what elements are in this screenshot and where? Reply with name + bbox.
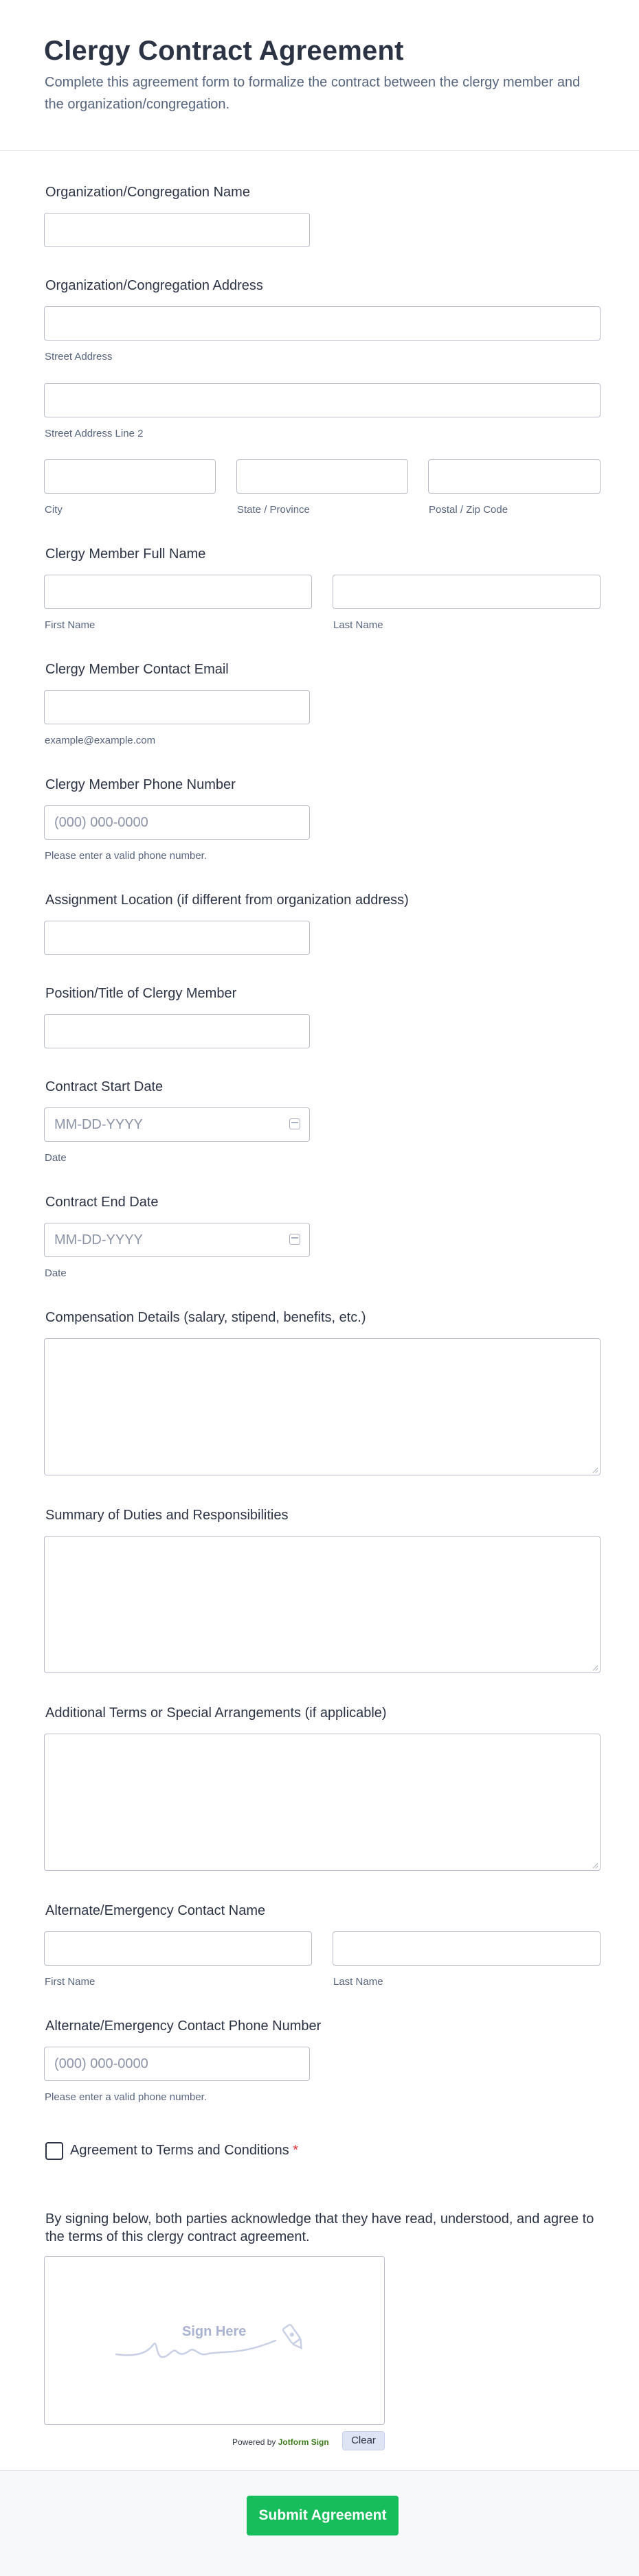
street-address-sublabel: Street Address xyxy=(45,351,113,363)
assignment-location-label: Assignment Location (if different from organization address) xyxy=(45,893,409,908)
city-input[interactable] xyxy=(44,459,216,494)
street-address-line2-input[interactable] xyxy=(44,383,601,417)
zip-sublabel: Postal / Zip Code xyxy=(429,504,508,516)
form-header xyxy=(0,0,639,151)
emergency-phone-sublabel: Please enter a valid phone number. xyxy=(45,2091,207,2103)
end-date-label: Contract End Date xyxy=(45,1195,159,1210)
start-date-sublabel: Date xyxy=(45,1152,67,1164)
position-title-label: Position/Title of Clergy Member xyxy=(45,986,237,1001)
required-mark: * xyxy=(293,2143,299,2158)
zip-input[interactable] xyxy=(428,459,601,494)
resize-grip-icon[interactable] xyxy=(592,1664,598,1671)
emergency-first-name-input[interactable] xyxy=(44,1931,312,1966)
start-date-input[interactable] xyxy=(44,1107,310,1142)
clergy-last-name-sublabel: Last Name xyxy=(333,619,383,631)
assignment-location-input[interactable] xyxy=(44,921,310,955)
state-input[interactable] xyxy=(236,459,408,494)
clergy-phone-input[interactable] xyxy=(44,805,310,840)
end-date-input[interactable] xyxy=(44,1223,310,1257)
signature-placeholder: Sign Here xyxy=(182,2324,247,2339)
terms-checkbox[interactable] xyxy=(45,2142,63,2160)
additional-terms-textarea[interactable] xyxy=(44,1734,601,1871)
org-name-label: Organization/Congregation Name xyxy=(45,185,250,200)
form-description: Complete this agreement form to formalize the contract between the clergy member and the organization/congregation. xyxy=(45,75,581,112)
city-sublabel: City xyxy=(45,504,63,516)
powered-by-prefix: Powered by xyxy=(232,2437,276,2447)
compensation-field xyxy=(44,1338,601,1475)
clergy-email-input[interactable] xyxy=(44,690,310,724)
additional-terms-field xyxy=(44,1734,601,1871)
terms-label[interactable] xyxy=(70,2143,298,2159)
position-title-input[interactable] xyxy=(44,1014,310,1048)
org-name-input[interactable] xyxy=(44,213,310,247)
clergy-last-name-input[interactable] xyxy=(333,575,601,609)
duties-textarea[interactable] xyxy=(44,1536,601,1673)
emergency-phone-input[interactable] xyxy=(44,2047,310,2081)
signature-label: By signing below, both parties acknowledge that they have read, understood, and agree to the terms of this clergy contract agreement. xyxy=(45,2211,594,2244)
duties-field xyxy=(44,1536,601,1673)
signature-pad[interactable] xyxy=(44,2256,385,2425)
submit-button[interactable]: Submit Agreement xyxy=(247,2496,399,2535)
form-footer xyxy=(0,2470,639,2576)
clear-signature-button[interactable]: Clear xyxy=(342,2431,385,2450)
emergency-last-name-sublabel: Last Name xyxy=(333,1976,383,1988)
street-address-input[interactable] xyxy=(44,306,601,341)
form-title: Clergy Contract Agreement xyxy=(44,36,404,66)
end-date-field xyxy=(44,1223,310,1257)
clergy-phone-sublabel: Please enter a valid phone number. xyxy=(45,850,207,862)
emergency-name-label: Alternate/Emergency Contact Name xyxy=(45,1903,266,1918)
terms-label-text: Agreement to Terms and Conditions xyxy=(70,2143,289,2158)
calendar-icon[interactable] xyxy=(289,1234,300,1245)
start-date-field xyxy=(44,1107,310,1142)
end-date-sublabel: Date xyxy=(45,1267,67,1279)
clergy-first-name-input[interactable] xyxy=(44,575,312,609)
calendar-icon[interactable] xyxy=(289,1118,300,1129)
clergy-first-name-sublabel: First Name xyxy=(45,619,96,631)
street-address-line2-sublabel: Street Address Line 2 xyxy=(45,428,144,439)
resize-grip-icon[interactable] xyxy=(592,1862,598,1869)
clergy-phone-label: Clergy Member Phone Number xyxy=(45,777,236,792)
clergy-email-label: Clergy Member Contact Email xyxy=(45,662,229,677)
powered-by xyxy=(232,2437,329,2447)
emergency-phone-label: Alternate/Emergency Contact Phone Number xyxy=(45,2019,322,2034)
start-date-label: Contract Start Date xyxy=(45,1079,164,1094)
duties-label: Summary of Duties and Responsibilities xyxy=(45,1508,289,1523)
additional-terms-label: Additional Terms or Special Arrangements (if applicable) xyxy=(45,1705,387,1721)
resize-grip-icon[interactable] xyxy=(592,1467,598,1473)
state-sublabel: State / Province xyxy=(237,504,310,516)
powered-by-brand[interactable]: Jotform Sign xyxy=(278,2437,329,2447)
compensation-label: Compensation Details (salary, stipend, benefits, etc.) xyxy=(45,1310,366,1325)
emergency-first-name-sublabel: First Name xyxy=(45,1976,96,1988)
emergency-last-name-input[interactable] xyxy=(333,1931,601,1966)
org-address-label: Organization/Congregation Address xyxy=(45,278,263,293)
clergy-email-sublabel: example@example.com xyxy=(45,735,156,746)
clergy-name-label: Clergy Member Full Name xyxy=(45,547,206,562)
compensation-textarea[interactable] xyxy=(44,1338,601,1475)
